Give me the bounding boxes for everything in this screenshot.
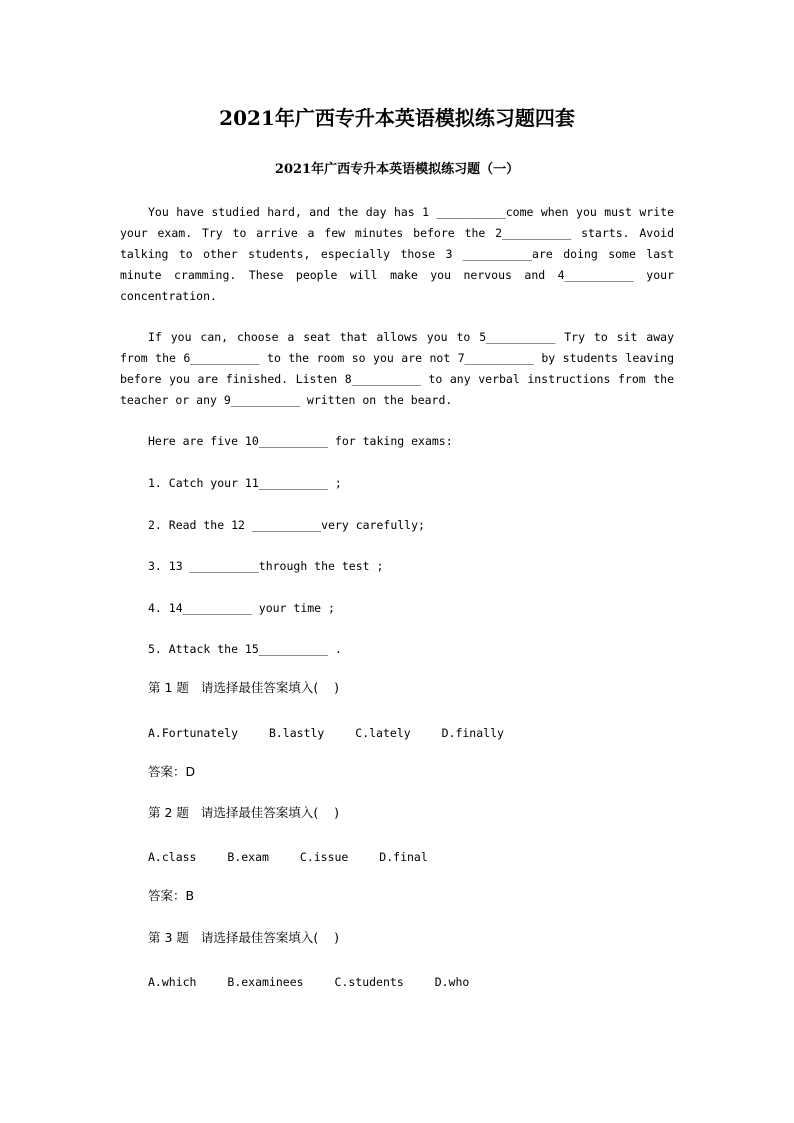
option-a: A.class [148,850,197,864]
passage-paragraph-2: If you can, choose a seat that allows you to 5__________ Try to sit away from the 6__________ to the room so you are not 7__________ by students leaving before you are finished. Listen 8__________ to any verbal instructions from the teacher or any 9__________ written on the beard. [120,330,674,407]
passage-paragraph-1: You have studied hard, and the day has 1 __________come when you must write your exam. Try to arrive a few minutes before the 2__________ starts. Avoid talking to other students, especially those 3 __________are doing some last minute cramming. These people will make you nervous and 4__________ your concentration. [120,205,674,303]
page-title: 2021年广西专升本英语模拟练习题四套 [219,106,575,130]
question-2-options [148,847,452,867]
tips-intro: Here are five 10__________ for taking exams: [148,434,453,448]
option-b: B.lastly [268,726,325,740]
option-a: A.which [148,975,197,989]
question-3-header: 第 3 题 请选择最佳答案填入( ) [148,930,339,945]
question-1-answer: 答案：D [148,764,196,779]
option-c: C.issue [299,850,349,864]
question-2-answer: 答案：B [148,888,195,903]
option-d: D.who [434,975,470,989]
question-1-header: 第 1 题 请选择最佳答案填入( ) [148,680,339,695]
tip-item: 3. 13 __________through the test ; [148,559,384,573]
option-b: B.exam [227,850,269,864]
question-3-options [148,972,493,992]
tip-item: 1. Catch your 11__________ ; [148,476,342,490]
tip-item: 2. Read the 12 __________very carefully; [148,518,425,532]
question-2-header: 第 2 题 请选择最佳答案填入( ) [148,805,339,820]
option-b: B.examinees [227,975,304,989]
tip-item: 4. 14__________ your time ; [148,601,335,615]
section-title: 2021年广西专升本英语模拟练习题（一） [274,162,520,177]
option-c: C.lately [355,726,411,740]
option-a: A.Fortunately [148,726,239,740]
question-1-options [148,723,528,743]
option-d: D.finally [441,726,504,740]
option-d: D.final [379,850,428,864]
option-c: C.students [334,975,404,989]
tip-item: 5. Attack the 15__________ . [148,642,342,656]
